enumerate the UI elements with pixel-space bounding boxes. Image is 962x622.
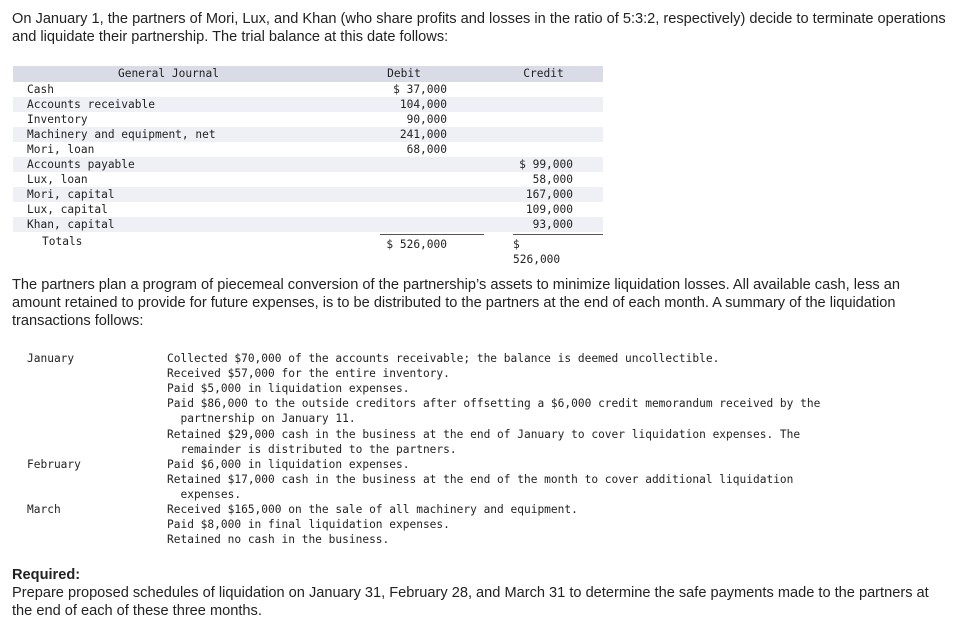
header-account: General Journal	[117, 67, 220, 80]
plan-paragraph: The partners plan a program of piecemeal conversion of the partnership’s assets to minimize liquidation losses. All available cash, less an amount retained to provide for future expenses, is to be distributed to the partners at the end of each month. A summary of the liquidation transactions follows:	[12, 277, 900, 329]
debit-value: 90,000	[406, 113, 447, 126]
account-name: Accounts payable	[27, 158, 135, 171]
header-credit: Credit	[523, 67, 564, 80]
transaction-line: expenses.	[167, 488, 242, 501]
totals-label: Totals	[42, 235, 83, 248]
table-row	[13, 142, 603, 157]
total-credit: $ 526,000	[513, 238, 561, 266]
transaction-line: Collected $70,000 of the accounts receivable; the balance is deemed uncollectible.	[167, 352, 720, 365]
account-name: Lux, loan	[27, 173, 88, 186]
table-row	[13, 127, 603, 142]
transaction-line: Paid $86,000 to the outside creditors after offsetting a $6,000 credit memorandum received by the	[167, 397, 821, 410]
transaction-line: Paid $5,000 in liquidation expenses.	[167, 382, 410, 395]
account-name: Inventory	[27, 113, 88, 126]
transaction-line: partnership on January 11.	[167, 412, 356, 425]
account-name: Khan, capital	[27, 218, 115, 231]
account-name: Machinery and equipment, net	[27, 128, 216, 141]
account-name: Accounts receivable	[27, 98, 155, 111]
month-label: March	[27, 503, 61, 516]
table-row	[13, 157, 603, 172]
month-label: February	[27, 458, 81, 471]
debit-value: 241,000	[399, 128, 447, 141]
table-row	[13, 187, 603, 202]
debit-value: 68,000	[406, 143, 447, 156]
transaction-line: Paid $8,000 in final liquidation expenses.	[167, 518, 450, 531]
transaction-line: Retained no cash in the business.	[167, 533, 390, 546]
transaction-line: Received $165,000 on the sale of all machinery and equipment.	[167, 503, 578, 516]
intro-paragraph: On January 1, the partners of Mori, Lux, and Khan (who share profits and losses in the ratio of 5:3:2, respectively) decide to terminate operations and liquidate their partnership. The trial balance at this date follows:	[12, 11, 946, 45]
table-row	[13, 112, 603, 127]
transaction-line: Retained $29,000 cash in the business at the end of January to cover liquidation expenses. The	[167, 428, 801, 441]
table-row	[13, 217, 603, 232]
transaction-line: Paid $6,000 in liquidation expenses.	[167, 458, 410, 471]
credit-value: 58,000	[532, 173, 573, 186]
account-name: Mori, loan	[27, 143, 95, 156]
table-row	[13, 82, 603, 97]
totals-row	[13, 234, 603, 266]
debit-value: 104,000	[399, 98, 447, 111]
table-row	[13, 202, 603, 217]
header-debit: Debit	[387, 67, 421, 80]
transaction-line: Received $57,000 for the entire inventory.	[167, 367, 450, 380]
account-name: Lux, capital	[27, 203, 108, 216]
account-name: Cash	[27, 83, 54, 96]
transaction-line: Retained $17,000 cash in the business at the end of the month to cover additional liquidation	[167, 473, 794, 486]
credit-value: 93,000	[532, 218, 573, 231]
month-label: January	[27, 352, 75, 365]
transaction-line: remainder is distributed to the partners.	[167, 443, 457, 456]
table-row	[13, 97, 603, 112]
credit-value: 109,000	[525, 203, 573, 216]
table-header	[13, 66, 603, 82]
table-row	[13, 172, 603, 187]
debit-value: $ 37,000	[393, 83, 447, 96]
credit-value: $ 99,000	[519, 158, 573, 171]
required-section	[12, 566, 952, 620]
required-text: Prepare proposed schedules of liquidation on January 31, February 28, and March 31 to determine the safe payments made to the partners at the end of each of these three months.	[12, 585, 929, 619]
total-debit: $ 526,000	[386, 238, 447, 251]
credit-value: 167,000	[525, 188, 573, 201]
account-name: Mori, capital	[27, 188, 115, 201]
required-label: Required:	[12, 567, 81, 583]
trial-balance-table	[13, 66, 603, 266]
